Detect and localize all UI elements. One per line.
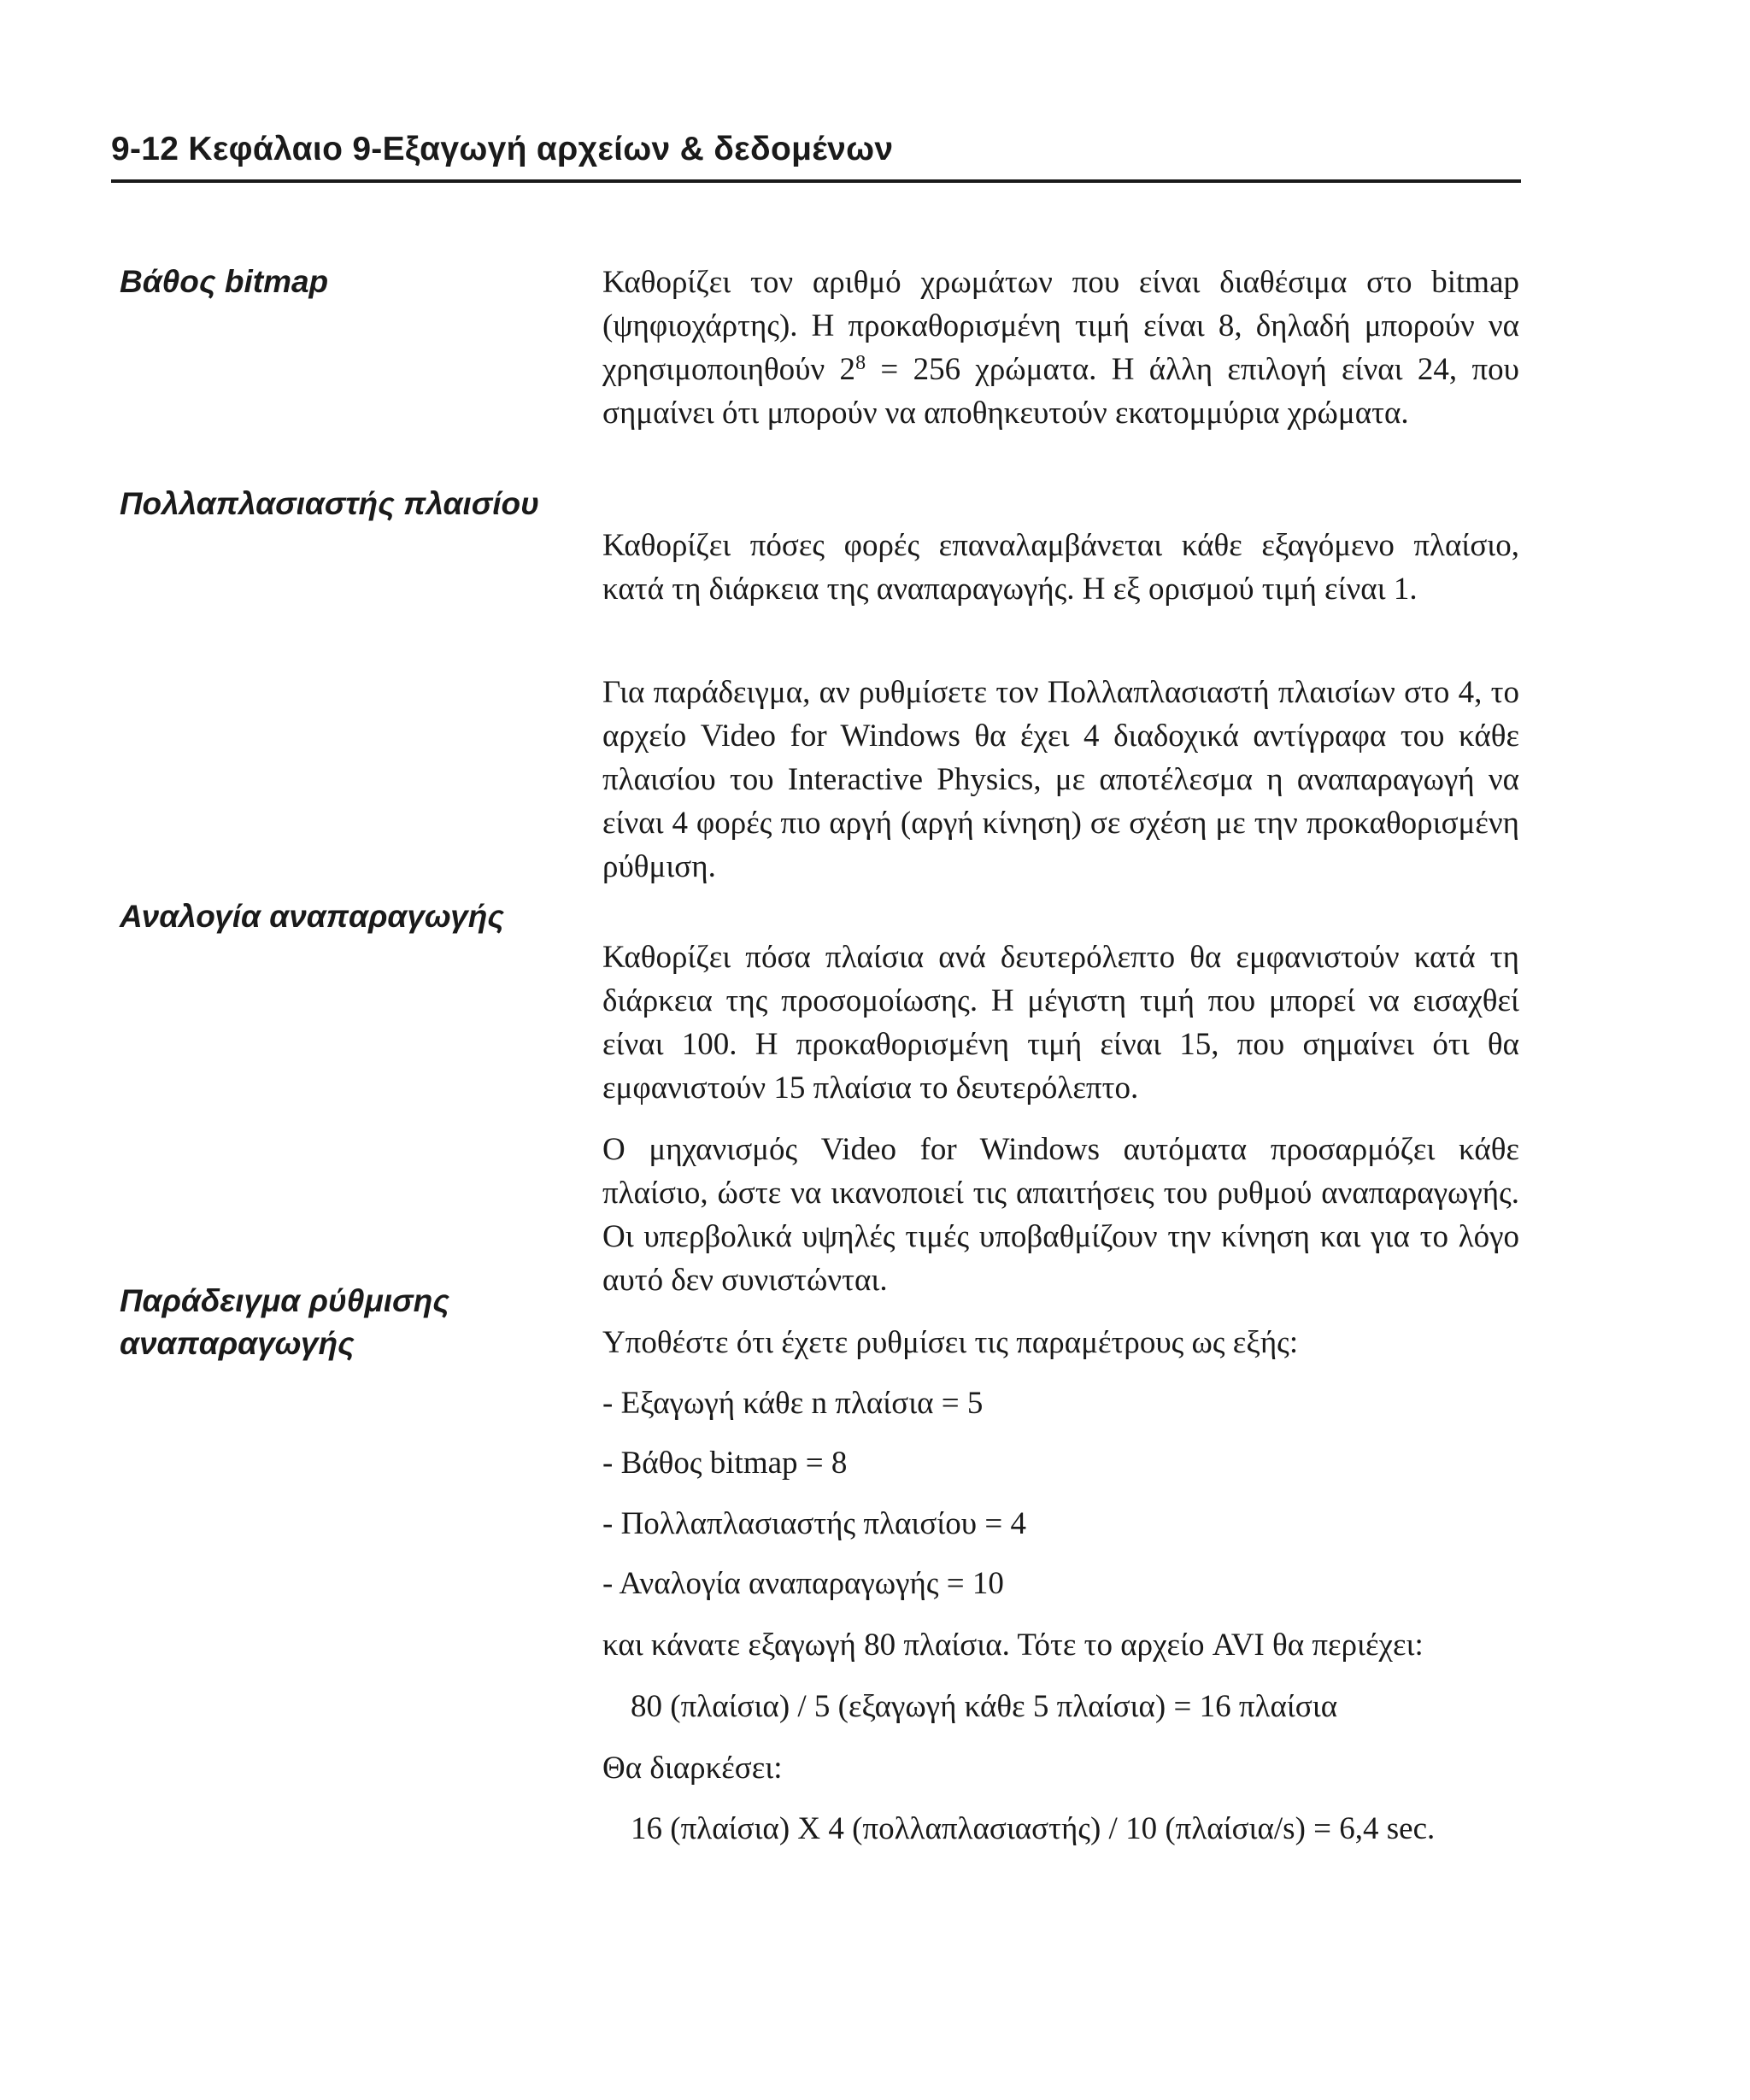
header-rule	[111, 179, 1521, 183]
example-item: - Βάθος bitmap = 8	[602, 1446, 848, 1481]
example-intro: Υποθέστε ότι έχετε ρυθμίσει τις παραμέτρους ως εξής:	[602, 1325, 1299, 1360]
heading-playback-rate: Αναλογία αναπαραγωγής	[120, 899, 504, 934]
playback-rate-note-paragraph: Ο μηχανισμός Video for Windows αυτόματα προσαρμόζει κάθε πλαίσιο, ώστε να ικανοποιεί τις απαιτήσεις του ρυθμού αναπαραγωγής. Οι υπερβολικά υψηλές τιμές υποβαθμίζουν την κίνηση και για το λόγο αυτό δεν συνιστώνται.	[602, 1132, 1519, 1298]
frame-multiplier-paragraph: Καθορίζει πόσες φορές επαναλαμβάνεται κάθε εξαγόμενο πλαίσιο, κατά τη διάρκεια της αναπαραγωγής. Η εξ ορισμού τιμή είναι 1.	[602, 528, 1519, 607]
page-header: 9-12 Κεφάλαιο 9-Εξαγωγή αρχείων & δεδομένων	[111, 131, 894, 167]
heading-bitmap-depth: Βάθος bitmap	[120, 264, 329, 299]
example-calculation-frames: 80 (πλαίσια) / 5 (εξαγωγή κάθε 5 πλαίσια) = 16 πλαίσια	[631, 1689, 1338, 1724]
example-item: - Εξαγωγή κάθε n πλαίσια = 5	[602, 1386, 984, 1421]
heading-example-line1: Παράδειγμα ρύθμισης	[120, 1283, 449, 1318]
example-item: - Πολλαπλασιαστής πλαισίου = 4	[602, 1506, 1026, 1541]
playback-rate-paragraph: Καθορίζει πόσα πλαίσια ανά δευτερόλεπτο θα εμφανιστούν κατά τη διάρκεια της προσομοίωσης. Η μέγιστη τιμή που μπορεί να εισαχθεί είναι 100. Η προκαθορισμένη τιμή είναι 15, που σημαίνει ότι θα εμφανιστούν 15 πλαίσια το δευτερόλεπτο.	[602, 940, 1519, 1106]
frame-multiplier-example-paragraph: Για παράδειγμα, αν ρυθμίσετε τον Πολλαπλασιαστή πλαισίων στο 4, το αρχείο Video for Windows θα έχει 4 διαδοχικά αντίγραφα του κάθε πλαισίου του Interactive Physics, με αποτέλεσμα η αναπαραγωγή να είναι 4 φορές πιο αργή (αργή κίνηση) σε σχέση με την προκαθορισμένη ρύθμιση.	[602, 675, 1519, 884]
example-item: - Αναλογία αναπαραγωγής = 10	[602, 1566, 1004, 1601]
bitmap-text-before: Καθορίζει τον αριθμό χρωμάτων που είναι διαθέσιμα στο bitmap (ψηφιοχάρτης). Η προκαθορισμένη τιμή είναι 8, δηλαδή μπορούν να χρησιμοποιηθούν 2	[602, 265, 1519, 387]
heading-example-line2: αναπαραγωγής	[120, 1326, 355, 1361]
example-export-text: και κάνατε εξαγωγή 80 πλαίσια. Τότε το αρχείο AVI θα περιέχει:	[602, 1628, 1424, 1663]
heading-example	[120, 1280, 581, 1365]
example-calculation-duration: 16 (πλαίσια) X 4 (πολλαπλασιαστής) / 10 (πλαίσια/s) = 6,4 sec.	[631, 1811, 1436, 1846]
bitmap-exponent: 8	[855, 352, 866, 374]
heading-frame-multiplier: Πολλαπλασιαστής πλαισίου	[120, 486, 540, 521]
bitmap-text-after: = 256 χρώματα. Η άλλη επιλογή είναι 24, που σημαίνει ότι μπορούν να αποθηκευτούν εκατομμύρια χρώματα.	[602, 352, 1519, 431]
example-duration-label: Θα διαρκέσει:	[602, 1751, 783, 1786]
bitmap-depth-paragraph	[602, 261, 1519, 435]
